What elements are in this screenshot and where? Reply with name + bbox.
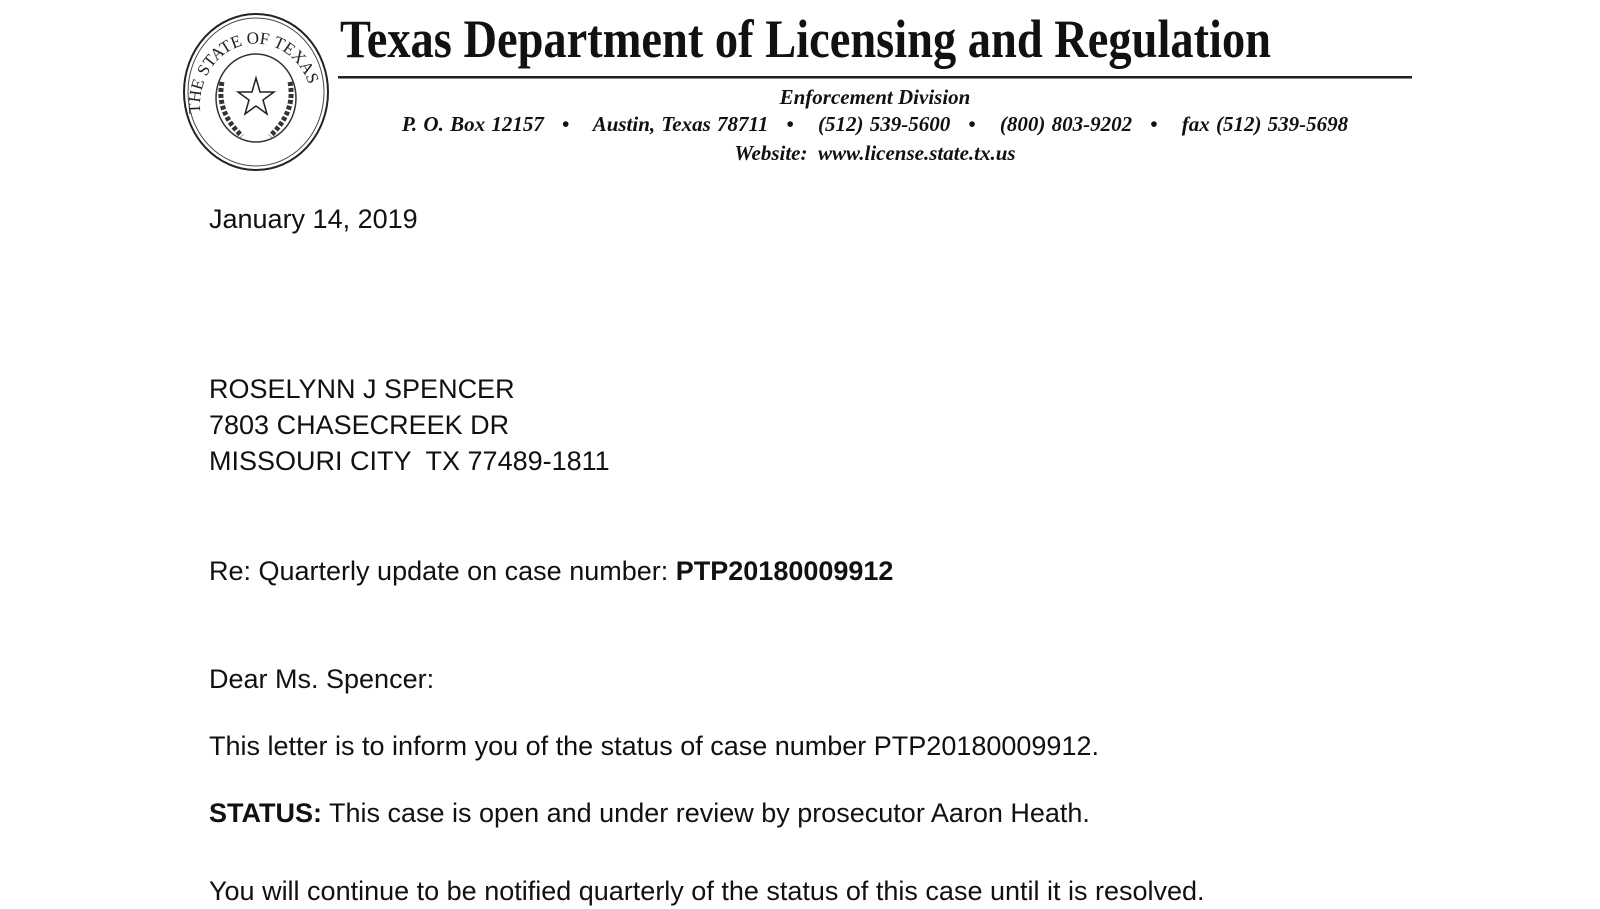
city: Austin, Texas 78711 bbox=[592, 112, 769, 136]
salutation: Dear Ms. Spencer: bbox=[209, 664, 435, 694]
phone: (512) 539-5600 bbox=[818, 112, 951, 136]
po-box: P. O. Box 12157 bbox=[401, 112, 544, 136]
recipient-name: ROSELYNN J SPENCER bbox=[209, 374, 515, 404]
fax: fax (512) 539-5698 bbox=[1181, 112, 1349, 136]
letter-date: January 14, 2019 bbox=[209, 204, 418, 234]
texas-state-seal bbox=[182, 12, 330, 172]
website-link[interactable]: www.license.state.tx.us bbox=[818, 141, 1016, 165]
website-line bbox=[338, 141, 1412, 166]
header-rule bbox=[338, 76, 1412, 79]
status-text: This case is open and under review by prosecutor Aaron Heath. bbox=[321, 798, 1090, 828]
recipient-street: 7803 CHASECREEK DR bbox=[209, 410, 510, 440]
status-line bbox=[209, 795, 1090, 831]
case-number: PTP20180009912 bbox=[675, 556, 894, 586]
status-label: STATUS: bbox=[209, 798, 322, 828]
paragraph-2: You will continue to be notified quarterly of the status of this case until it is resolved. bbox=[209, 876, 1205, 906]
re-line bbox=[209, 553, 893, 589]
recipient-city: MISSOURI CITY TX 77489-1811 bbox=[209, 446, 610, 476]
svg-text:THE STATE OF TEXAS: THE STATE OF TEXAS bbox=[184, 28, 323, 115]
agency-title: Texas Department of Licensing and Regulation bbox=[340, 9, 1272, 69]
contact-line: P. O. Box 12157 • Austin, Texas 78711 • (512) 539-5600 • (800) 803-9202 • fax (512) 539-5698 bbox=[401, 112, 1349, 136]
re-prefix: Re: Quarterly update on case number: bbox=[209, 556, 676, 586]
paragraph-1: This letter is to inform you of the status of case number PTP20180009912. bbox=[209, 731, 1099, 761]
division-name: Enforcement Division bbox=[779, 85, 971, 109]
website-label: Website: bbox=[734, 141, 808, 165]
toll-free-phone: (800) 803-9202 bbox=[999, 112, 1133, 136]
